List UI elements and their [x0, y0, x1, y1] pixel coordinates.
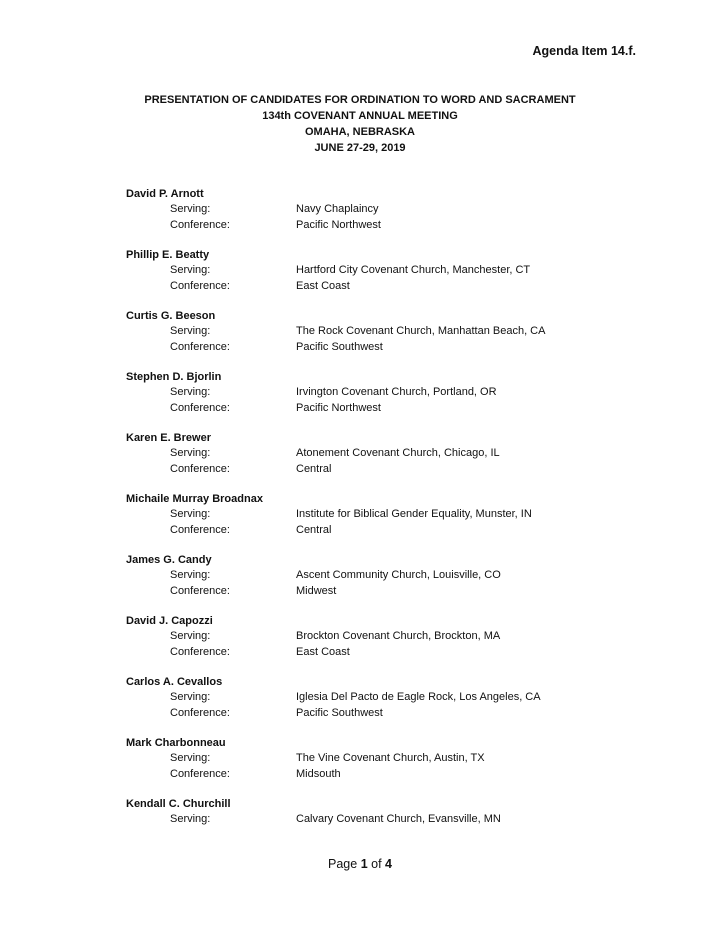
- conference-label: Conference:: [170, 218, 230, 231]
- serving-value: Irvington Covenant Church, Portland, OR: [296, 386, 497, 398]
- conference-value: Central: [296, 462, 332, 475]
- conference-value: East Coast: [296, 279, 350, 292]
- candidate-entry: [126, 247, 646, 294]
- candidate-name: Phillip E. Beatty: [126, 249, 210, 261]
- candidate-list: [126, 186, 646, 842]
- conference-value: Pacific Northwest: [296, 401, 381, 414]
- serving-label: Serving:: [170, 752, 211, 764]
- candidate-name: Carlos A. Cevallos: [126, 676, 223, 688]
- header-meeting: 134th COVENANT ANNUAL MEETING: [262, 110, 458, 122]
- candidate-entry: [126, 308, 646, 355]
- serving-row: [126, 629, 646, 645]
- candidate-entry: [126, 186, 646, 233]
- candidate-name: Karen E. Brewer: [126, 432, 211, 444]
- serving-row: [126, 751, 646, 767]
- conference-row: [126, 584, 646, 600]
- conference-label: Conference:: [170, 706, 230, 719]
- conference-value: Central: [296, 523, 332, 536]
- serving-value: The Rock Covenant Church, Manhattan Beach, CA: [296, 325, 546, 337]
- conference-row: [126, 767, 646, 783]
- candidate-name: David J. Capozzi: [126, 615, 213, 627]
- serving-value: The Vine Covenant Church, Austin, TX: [296, 752, 485, 764]
- serving-label: Serving:: [170, 386, 211, 398]
- conference-label: Conference:: [170, 401, 230, 414]
- candidate-name: David P. Arnott: [126, 188, 204, 200]
- serving-value: Navy Chaplaincy: [296, 203, 379, 215]
- serving-row: [126, 202, 646, 218]
- serving-row: [126, 324, 646, 340]
- candidate-entry: [126, 674, 646, 721]
- conference-value: Pacific Northwest: [296, 218, 381, 231]
- serving-value: Hartford City Covenant Church, Manchester, CT: [296, 264, 531, 276]
- serving-label: Serving:: [170, 569, 211, 581]
- page-word: Page: [328, 857, 358, 871]
- conference-value: Pacific Southwest: [296, 340, 383, 353]
- conference-row: [126, 279, 646, 295]
- conference-label: Conference:: [170, 767, 230, 780]
- serving-value: Ascent Community Church, Louisville, CO: [296, 569, 501, 581]
- conference-value: Midsouth: [296, 767, 341, 780]
- conference-value: Pacific Southwest: [296, 706, 383, 719]
- page-number: 1: [360, 857, 368, 871]
- serving-value: Brockton Covenant Church, Brockton, MA: [296, 630, 501, 642]
- serving-row: [126, 812, 646, 828]
- header-location: OMAHA, NEBRASKA: [305, 126, 415, 138]
- serving-label: Serving:: [170, 813, 211, 825]
- serving-row: [126, 385, 646, 401]
- serving-row: [126, 446, 646, 462]
- candidate-name: Kendall C. Churchill: [126, 798, 231, 810]
- total-pages: 4: [385, 857, 392, 871]
- serving-label: Serving:: [170, 630, 211, 642]
- conference-value: East Coast: [296, 645, 350, 658]
- conference-label: Conference:: [170, 462, 230, 475]
- header-dates: JUNE 27-29, 2019: [314, 142, 406, 154]
- agenda-item-label: Agenda Item 14.f.: [532, 44, 636, 58]
- candidate-entry: [126, 430, 646, 477]
- serving-label: Serving:: [170, 203, 211, 215]
- candidate-name: James G. Candy: [126, 554, 212, 566]
- conference-row: [126, 218, 646, 234]
- conference-row: [126, 523, 646, 539]
- serving-row: [126, 568, 646, 584]
- serving-value: Iglesia Del Pacto de Eagle Rock, Los Angeles, CA: [296, 691, 541, 703]
- candidate-entry: [126, 796, 646, 828]
- candidate-name: Mark Charbonneau: [126, 737, 226, 749]
- serving-label: Serving:: [170, 508, 211, 520]
- candidate-name: Stephen D. Bjorlin: [126, 371, 222, 383]
- conference-value: Midwest: [296, 584, 337, 597]
- document-header: [0, 92, 720, 156]
- conference-row: [126, 340, 646, 356]
- conference-label: Conference:: [170, 523, 230, 536]
- conference-row: [126, 401, 646, 417]
- serving-label: Serving:: [170, 447, 211, 459]
- serving-row: [126, 507, 646, 523]
- of-word: of: [371, 857, 382, 871]
- page-footer: [0, 857, 720, 871]
- candidate-entry: [126, 369, 646, 416]
- serving-value: Atonement Covenant Church, Chicago, IL: [296, 447, 500, 459]
- serving-row: [126, 263, 646, 279]
- serving-value: Calvary Covenant Church, Evansville, MN: [296, 813, 501, 825]
- candidate-name: Curtis G. Beeson: [126, 310, 216, 322]
- conference-label: Conference:: [170, 584, 230, 597]
- candidate-name: Michaile Murray Broadnax: [126, 493, 263, 505]
- candidate-entry: [126, 552, 646, 599]
- header-title: PRESENTATION OF CANDIDATES FOR ORDINATION TO WORD AND SACRAMENT: [144, 94, 576, 106]
- conference-row: [126, 462, 646, 478]
- serving-label: Serving:: [170, 691, 211, 703]
- candidate-entry: [126, 735, 646, 782]
- candidate-entry: [126, 613, 646, 660]
- serving-label: Serving:: [170, 325, 211, 337]
- serving-label: Serving:: [170, 264, 211, 276]
- serving-row: [126, 690, 646, 706]
- conference-label: Conference:: [170, 645, 230, 658]
- conference-row: [126, 706, 646, 722]
- conference-row: [126, 645, 646, 661]
- conference-label: Conference:: [170, 279, 230, 292]
- conference-label: Conference:: [170, 340, 230, 353]
- serving-value: Institute for Biblical Gender Equality, Munster, IN: [296, 508, 532, 520]
- candidate-entry: [126, 491, 646, 538]
